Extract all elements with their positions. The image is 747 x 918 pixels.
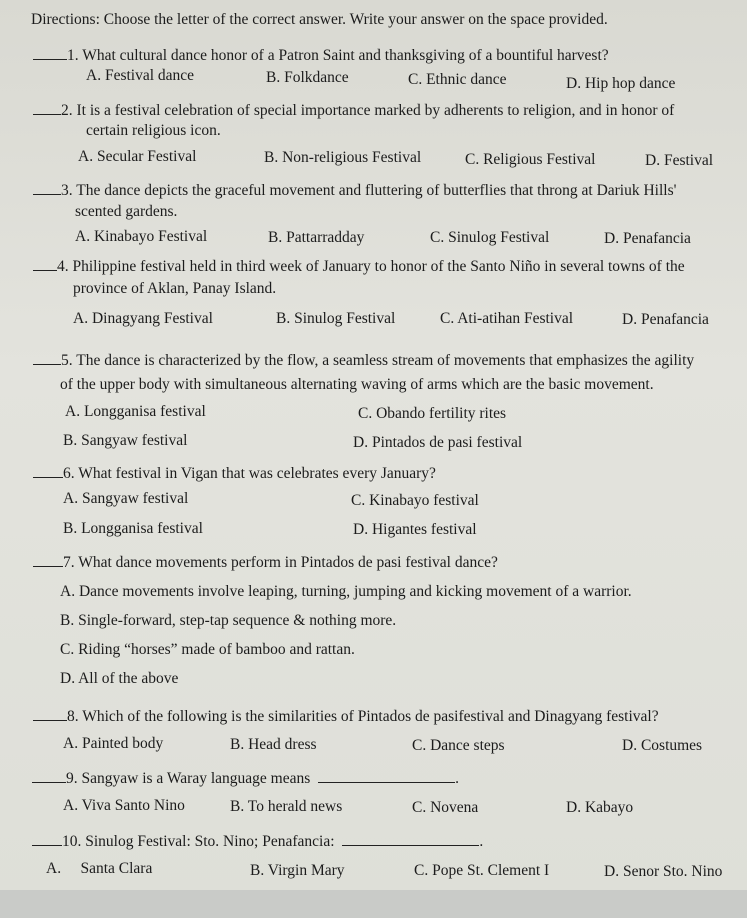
answer-blank-7[interactable] [33,552,63,567]
q2-choice-b[interactable]: B. Non-religious Festival [264,149,422,166]
fill-in-blank-10[interactable] [342,831,479,846]
q4-choice-a[interactable]: A. Dinagyang Festival [73,310,213,327]
q2-choice-d[interactable]: D. Festival [645,152,714,169]
directions-text: Directions: Choose the letter of the correct answer. Write your answer on the space provided. [31,11,608,28]
q4-choice-b[interactable]: B. Sinulog Festival [276,310,396,327]
q4-choice-d[interactable]: D. Penafancia [622,311,709,328]
question-9: 9. Sangyaw is a Waray language means . [32,768,459,788]
answer-blank-4[interactable] [33,256,57,271]
question-10: 10. Sinulog Festival: Sto. Nino; Penafancia: . [32,831,483,851]
question-7: 7. What dance movements perform in Pintados de pasi festival dance? [33,552,498,572]
q5-choice-d[interactable]: D. Pintados de pasi festival [353,434,523,451]
question-4-continued: province of Aklan, Panay Island. [73,280,277,297]
q1-choice-b[interactable]: B. Folkdance [266,69,349,86]
q3-choice-c[interactable]: C. Sinulog Festival [430,229,550,246]
paper-bottom-edge [0,890,747,918]
answer-blank-10[interactable] [32,831,62,846]
answer-blank-6[interactable] [33,463,63,478]
q3-choice-a[interactable]: A. Kinabayo Festival [75,228,208,245]
question-5: 5. The dance is characterized by the flow, a seamless stream of movements that emphasizes the agility [33,350,694,370]
q6-choice-c[interactable]: C. Kinabayo festival [351,492,479,509]
question-3-continued: scented gardens. [75,203,178,220]
question-6: 6. What festival in Vigan that was celebrates every January? [33,463,436,483]
q7-choice-b[interactable]: B. Single-forward, step-tap sequence & nothing more. [60,612,397,629]
q3-choice-d[interactable]: D. Penafancia [604,230,691,247]
q5-choice-a[interactable]: A. Longganisa festival [65,403,206,420]
fill-in-blank-9[interactable] [318,768,455,783]
question-1: 1. What cultural dance honor of a Patron Saint and thanksgiving of a bountiful harvest? [33,45,609,65]
question-2: 2. It is a festival celebration of special importance marked by adherents to religion, and in honor of [33,100,674,120]
answer-blank-8[interactable] [33,706,67,721]
q10-choice-d[interactable]: D. Senor Sto. Nino [604,863,723,880]
q10-choice-c[interactable]: C. Pope St. Clement I [414,862,550,879]
question-8: 8. Which of the following is the similarities of Pintados de pasifestival and Dinagyang festival? [33,706,659,726]
q6-choice-a[interactable]: A. Sangyaw festival [63,490,189,507]
answer-blank-9[interactable] [32,768,66,783]
q6-choice-d[interactable]: D. Higantes festival [353,521,477,538]
q8-choice-d[interactable]: D. Costumes [622,737,703,754]
q9-choice-d[interactable]: D. Kabayo [566,799,634,816]
question-2-continued: certain religious icon. [86,122,221,139]
q1-choice-c[interactable]: C. Ethnic dance [408,71,507,88]
q6-choice-b[interactable]: B. Longganisa festival [63,520,203,537]
q7-choice-c[interactable]: C. Riding “horses” made of bamboo and rattan. [60,641,355,658]
q9-choice-a[interactable]: A. Viva Santo Nino [63,797,185,814]
q8-choice-c[interactable]: C. Dance steps [412,737,505,754]
q9-choice-b[interactable]: B. To herald news [230,798,343,815]
q1-choice-a[interactable]: A. Festival dance [86,67,195,84]
q10-choice-a[interactable]: A. Santa Clara [46,860,153,877]
q2-choice-a[interactable]: A. Secular Festival [78,148,197,165]
question-5-continued: of the upper body with simultaneous alternating waving of arms which are the basic movement. [60,376,654,393]
q1-choice-d[interactable]: D. Hip hop dance [566,75,676,92]
q3-choice-b[interactable]: B. Pattarradday [268,229,365,246]
q7-choice-a[interactable]: A. Dance movements involve leaping, turning, jumping and kicking movement of a warrior. [60,583,632,600]
q2-choice-c[interactable]: C. Religious Festival [465,151,596,168]
question-3: 3. The dance depicts the graceful movement and fluttering of butterflies that throng at Dariuk Hills' [33,180,676,200]
answer-blank-2[interactable] [33,100,61,115]
q8-choice-a[interactable]: A. Painted body [63,735,164,752]
q9-choice-c[interactable]: C. Novena [412,799,479,816]
q10-choice-b[interactable]: B. Virgin Mary [250,862,345,879]
answer-blank-5[interactable] [33,350,61,365]
q4-choice-c[interactable]: C. Ati-atihan Festival [440,310,574,327]
answer-blank-1[interactable] [33,45,67,60]
q5-choice-b[interactable]: B. Sangyaw festival [63,432,188,449]
answer-blank-3[interactable] [33,180,61,195]
q5-choice-c[interactable]: C. Obando fertility rites [358,405,507,422]
q7-choice-d[interactable]: D. All of the above [60,670,179,687]
question-4: 4. Philippine festival held in third week of January to honor of the Santo Niño in several towns of the [33,256,685,276]
q8-choice-b[interactable]: B. Head dress [230,736,317,753]
